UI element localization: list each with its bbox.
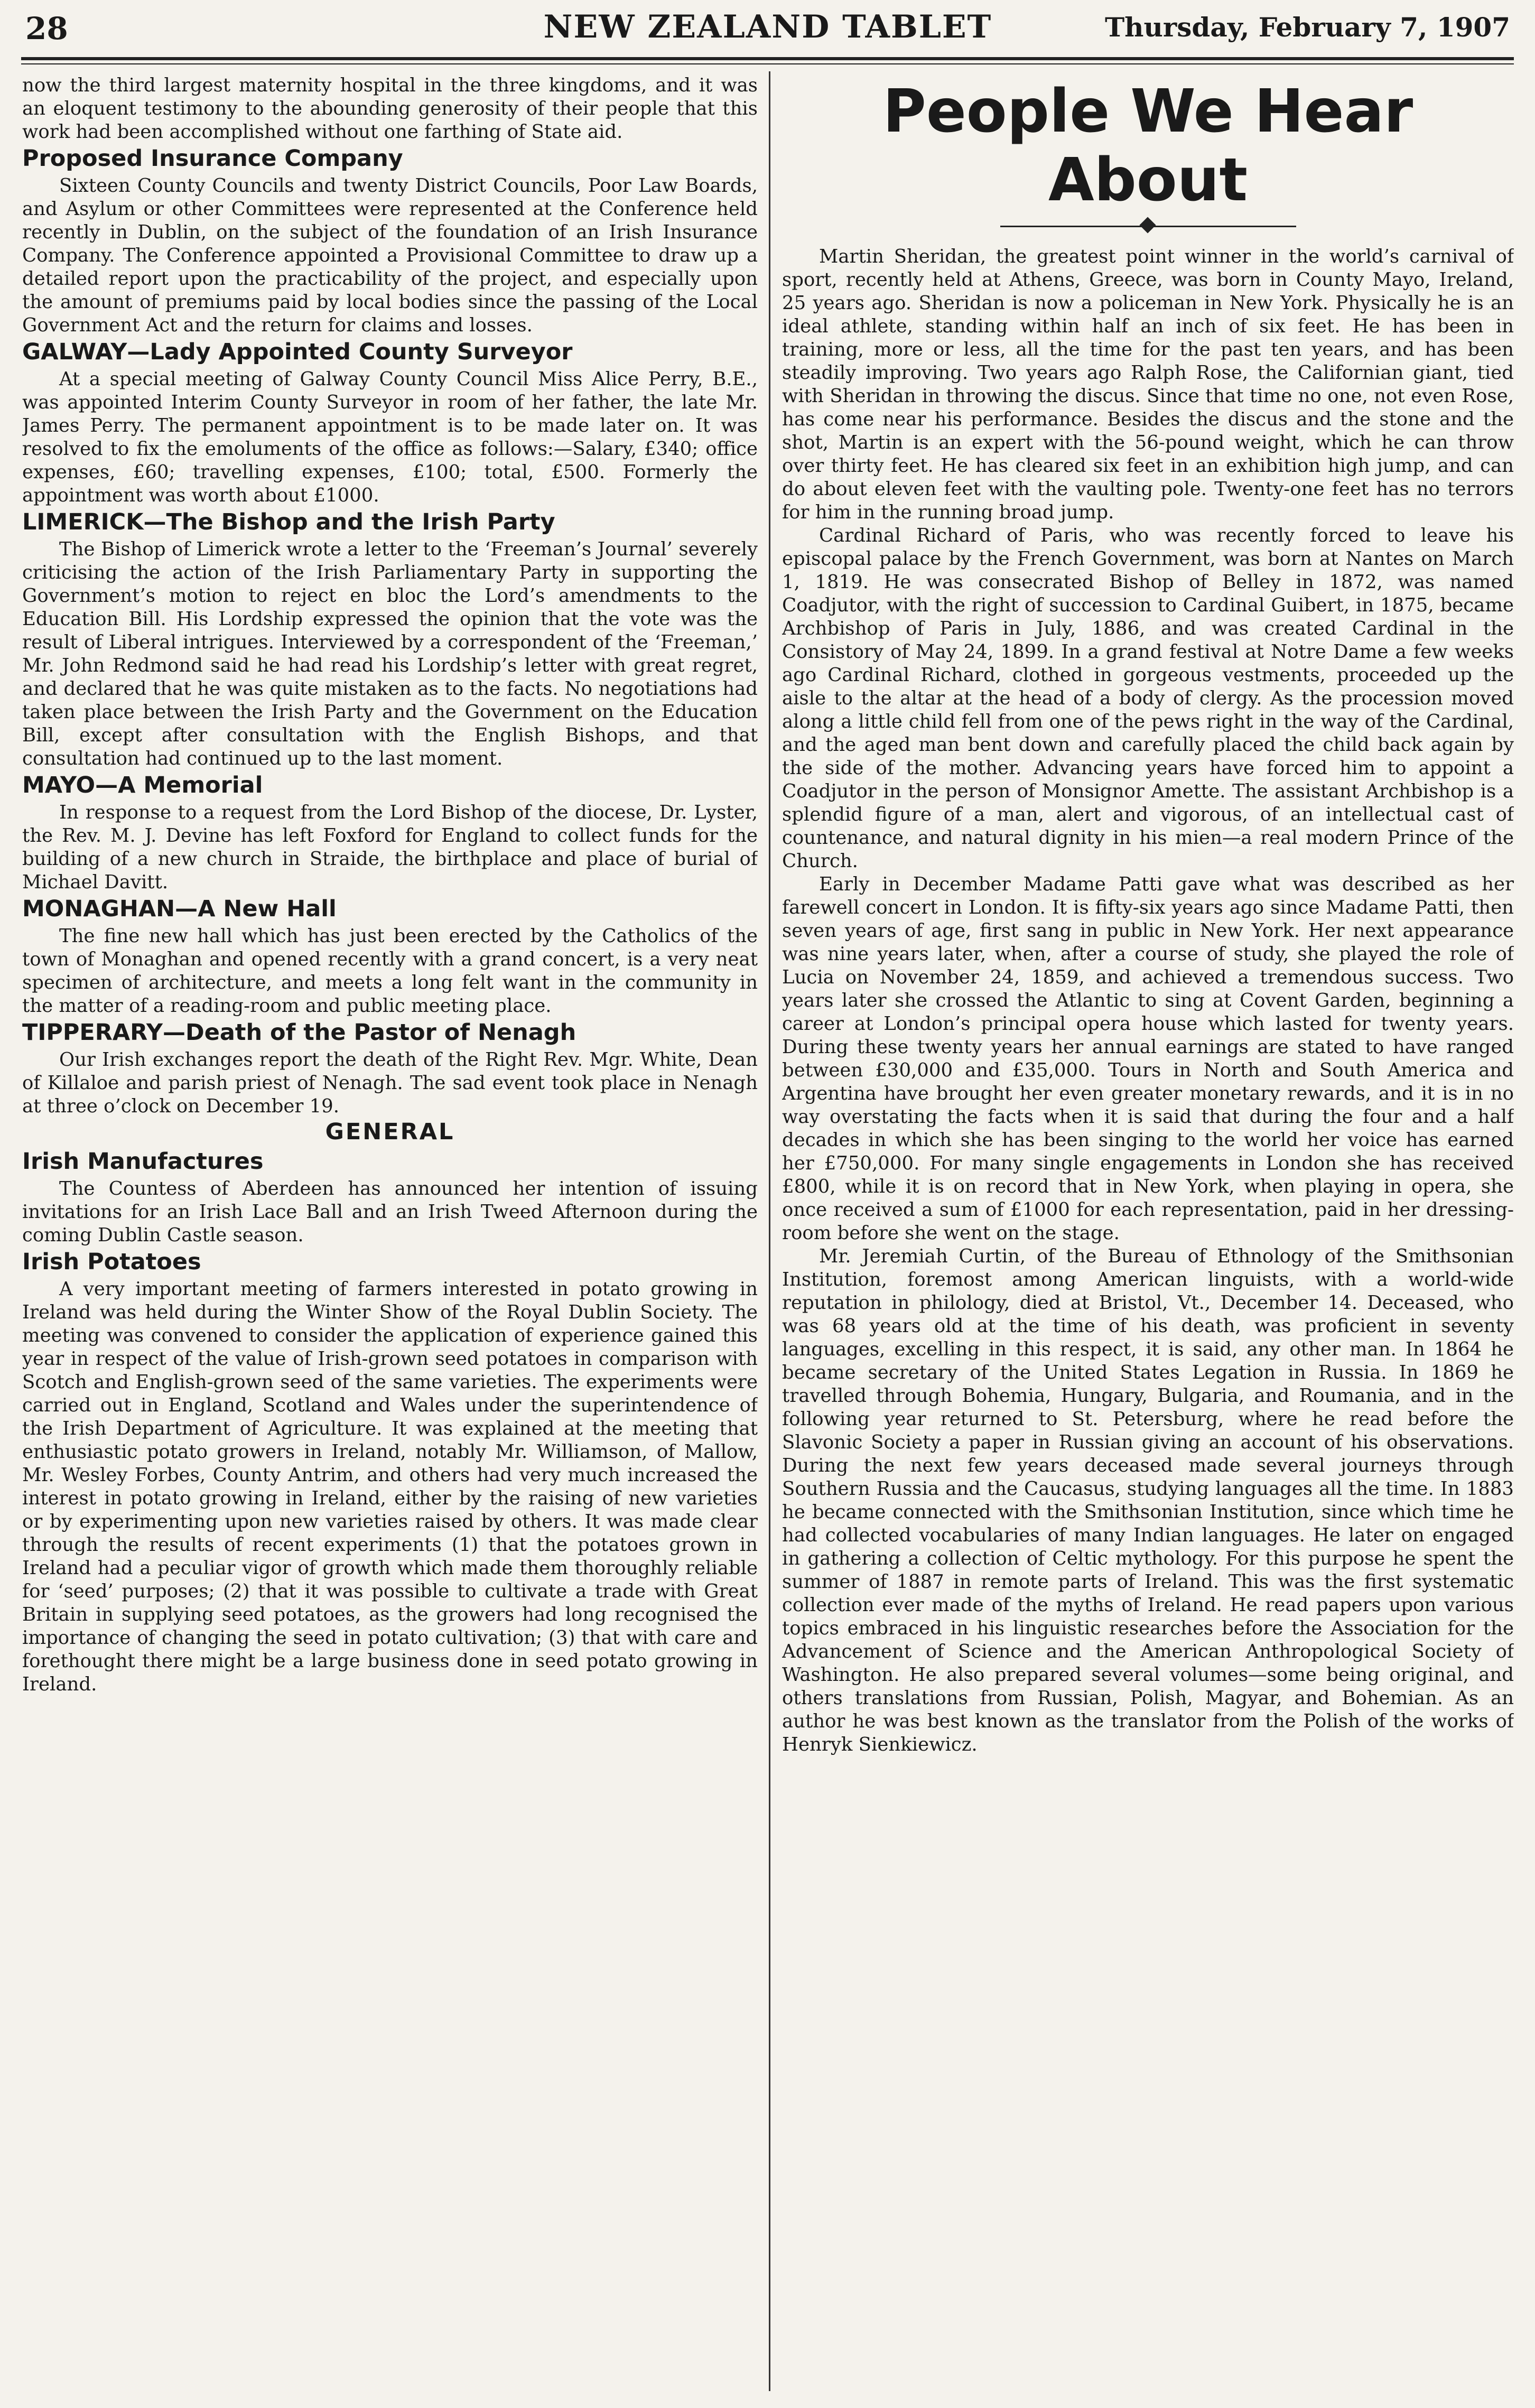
article-paragraph: A very important meeting of farmers interested in potato growing in Ireland was held during the Winter Show of the Royal Dublin Society. The meeting was convened to consider the application of experience gained this year in respect of the value of Irish-grown seed potatoes in comparison with Scotch and English-grown seed of the same varieties. The experiments were carried out in England, Scotland and Wales under the superintendence of the Irish Department of Agriculture. It was explained at the meeting that enthusiastic potato growers in Ireland, notably Mr. Williamson, of Mallow, Mr. Wesley Forbes, County Antrim, and others had very much increased the interest in potato growing in Ireland, either by the raising of new varieties or by experimenting upon new varieties raised by others. It was made clear through the results of recent experiments (1) that the potatoes grown in Ireland had a peculiar vigor of growth which made them thoroughly reliable for ‘seed’ purposes; (2) that it was possible to cultivate a trade with Great Britain in supplying seed potatoes, as the growers had long recognised the importance of changing the seed in potato cultivation; (3) that with care and forethought there might be a large business done in seed potato growing in Ireland. — [22, 1278, 758, 1695]
article-paragraph: Our Irish exchanges report the death of the Right Rev. Mgr. White, Dean of Killaloe and parish priest of Nenagh. The sad event took place in Nenagh at three o’clock on December 19. — [22, 1049, 758, 1117]
section-heading-manufactures: Irish Manufactures — [22, 1148, 264, 1175]
section-heading-insurance: Proposed Insurance Company — [22, 145, 403, 172]
section-heading-general: GENERAL — [325, 1119, 455, 1145]
feature-paragraph-cardinal-richard: Cardinal Richard of Paris, who was recently forced to leave his episcopal palace by the French Government, was born at Nantes on March 1, 1819. He was consecrated Bishop of Belley in 1872, was named Coadjutor, with the right of succession to Cardinal Guibert, in 1875, became Archbishop of Paris in July, 1886, and was created Cardinal in the Consistory of May 24, 1899. In a grand festival at Notre Dame a few weeks ago Cardinal Richard, clothed in gorgeous vestments, proceeded up the aisle to the altar at the head of a body of clergy. As the procession moved along a little child fell from one of the pews right in the way of the Cardinal, and the aged man bent down and carefully placed the child back again by the side of the mother. Advancing years have forced him to appoint a Coadjutor in the person of Monsignor Amette. The assistant Archbishop is a splendid figure of a man, alert and vigorous, of an intellectual cast of countenance, and natural dignity in his mien—a real modern Prince of the Church. — [782, 525, 1514, 872]
feature-paragraph-patti: Early in December Madame Patti gave what was described as her farewell concert in London. It is fifty-six years ago since Madame Patti, then seven years of age, first sang in public in New York. Her next appearance was nine years later, when, after a course of study, she played the role of Lucia on November 24, 1859, and achieved a tremendous success. Two years later she crossed the Atlantic to sing at Covent Garden, beginning a career at London’s principal opera house which lasted for twenty years. During these twenty years her annual earnings are stated to have ranged between £30,000 and £35,000. Tours in North and South America and Argentina have brought her even greater monetary rewards, and it is in no way overstating the facts when it is said that during the four and a half decades in which she has been singing to the world her voice has earned her £750,000. For many single engagements in London she has received £800, while it is on record that in New York, when playing in opera, she once received a sum of £1000 for each representation, paid in her dressing-room before she went on the stage. — [782, 873, 1514, 1244]
section-heading-mayo: MAYO—A Memorial — [22, 772, 263, 798]
feature-paragraph-curtin: Mr. Jeremiah Curtin, of the Bureau of Ethnology of the Smithsonian Institution, foremost among American linguists, with a world-wide reputation in philology, died at Bristol, Vt., December 14. Deceased, who was 68 years old at the time of his death, was proficient in seventy languages, excelling in this respect, it is said, any other man. In 1864 he became secretary of the United States Legation in Russia. In 1869 he travelled through Bohemia, Hungary, Bulgaria, and Roumania, and in the following year returned to St. Petersburg, where he read before the Slavonic Society a paper in Russian giving an account of his observations. During the next few years deceased made several journeys through Southern Russia and the Caucasus, studying languages all the time. In 1883 he became connected with the Smithsonian Institution, since which time he had collected vocabularies of many Indian languages. He later on engaged in gathering a collection of Celtic mythology. For this purpose he spent the summer of 1887 in remote parts of Ireland. This was the first systematic collection ever made of the myths of Ireland. He read papers upon various topics embraced in his linguistic researches before the Association for the Advancement of Science and the American Anthropological Society of Washington. He also prepared several volumes—some being original, and others translations from Russian, Polish, Magyar, and Bohemian. As an author he was best known as the translator from the Polish of the works of Henryk Sienkiewicz. — [782, 1245, 1514, 1755]
header-rule-thin — [21, 63, 1514, 64]
article-paragraph: The Countess of Aberdeen has announced her intention of issuing invitations for an Irish Lace Ball and an Irish Tweed Afternoon during the coming Dublin Castle season. — [22, 1178, 758, 1246]
ornament-rule — [1000, 215, 1296, 239]
article-paragraph: Sixteen County Councils and twenty District Councils, Poor Law Boards, and Asylum or other Committees were represented at the Conference held recently in Dublin, on the subject of the foundation of an Irish Insurance Company. The Conference appointed a Provisional Committee to draw up a detailed report upon the practicability of the project, and especially upon the amount of premiums paid by local bodies since the passing of the Local Government Act and the return for claims and losses. — [22, 175, 758, 336]
header-rule — [21, 57, 1514, 60]
diamond-ornament-icon — [1139, 217, 1156, 233]
publication-title: NEW ZEALAND TABLET — [543, 8, 992, 45]
page-number: 28 — [25, 11, 68, 47]
issue-date: Thursday, February 7, 1907 — [1104, 12, 1510, 43]
right-column — [782, 74, 1514, 2402]
feature-title: People We Hear About — [882, 77, 1413, 215]
section-heading-limerick: LIMERICK—The Bishop and the Irish Party — [22, 509, 555, 535]
article-paragraph: The fine new hall which has just been erected by the Catholics of the town of Monaghan and opened recently with a grand concert, is a very neat specimen of architecture, and meets a long felt want in the community in the matter of a reading-room and public meeting place. — [22, 925, 758, 1017]
section-heading-monaghan: MONAGHAN—A New Hall — [22, 896, 337, 922]
continued-paragraph: now the third largest maternity hospital in the three kingdoms, and it was an eloquent testimony to the abounding generosity of their people that this work had been accomplished without one farthing of State aid. — [22, 75, 758, 143]
section-heading-potatoes: Irish Potatoes — [22, 1249, 201, 1275]
article-paragraph: In response to a request from the Lord Bishop of the diocese, Dr. Lyster, the Rev. M. J. Devine has left Foxford for England to collect funds for the building of a new church in Straide, the birthplace and place of burial of Michael Davitt. — [22, 802, 758, 893]
running-header — [25, 7, 1510, 56]
article-paragraph: The Bishop of Limerick wrote a letter to the ‘Freeman’s Journal’ severely criticising the action of the Irish Parliamentary Party in supporting the Government’s motion to reject en bloc the Lord’s amendments to the Education Bill. His Lordship expressed the opinion that the vote was the result of Liberal intrigues. Interviewed by a correspondent of the ‘Freeman,’ Mr. John Redmond said he had read his Lordship’s letter with great regret, and declared that he was quite mistaken as to the facts. No negotiations had taken place between the Irish Party and the Government on the Education Bill, except after consultation with the English Bishops, and that consultation had continued up to the last moment. — [22, 538, 758, 769]
section-heading-tipperary: TIPPERARY—Death of the Pastor of Nenagh — [22, 1019, 576, 1046]
article-paragraph: At a special meeting of Galway County Council Miss Alice Perry, B.E., was appointed Interim County Surveyor in room of her father, the late Mr. James Perry. The permanent appointment is to be made later on. It was resolved to fix the emoluments of the office as follows:—Salary, £340; office expenses, £60; travelling expenses, £100; total, £500. Formerly the appointment was worth about £1000. — [22, 368, 758, 506]
section-heading-galway: GALWAY—Lady Appointed County Surveyor — [22, 339, 573, 365]
column-divider — [769, 71, 770, 2391]
left-column — [22, 74, 758, 2402]
feature-paragraph-sheridan: Martin Sheridan, the greatest point winner in the world’s carnival of sport, recently held at Athens, Greece, was born in County Mayo, Ireland, 25 years ago. Sheridan is now a policeman in New York. Physically he is an ideal athlete, standing within half an inch of six feet. He has been in training, more or less, all the time for the past ten years, and has been steadily improving. Two years ago Ralph Rose, the Californian giant, tied with Sheridan in throwing the discus. Since that time no one, not even Rose, has come near his performance. Besides the discus and the stone and the shot, Martin is an expert with the 56-pound weight, which he can throw over thirty feet. He has cleared six feet in an exhibition high jump, and can do about eleven feet with the vaulting pole. Twenty-one feet has no terrors for him in the running broad jump. — [782, 246, 1514, 523]
